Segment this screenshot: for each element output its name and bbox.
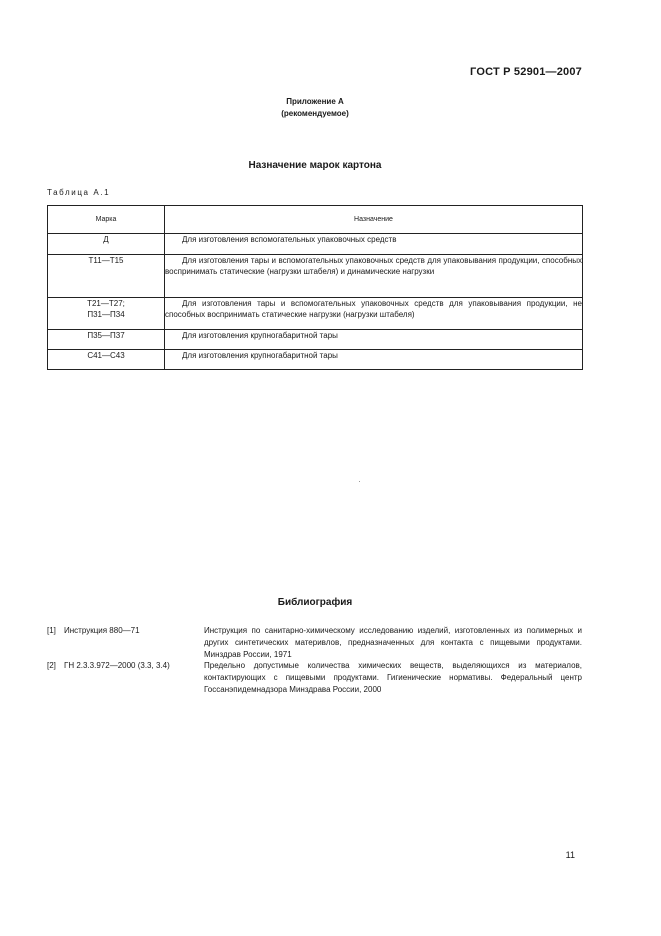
table-cell-purpose: Для изготовления тары и вспомогательных упаковочных средств для упаковывания продукции, не способных воспринимать статические нагрузки (нагрузки штабеля) xyxy=(165,298,583,330)
column-header-mark: Марка xyxy=(48,206,165,234)
table-cell-mark: Т11—Т15 xyxy=(48,255,165,298)
table-row xyxy=(48,298,583,330)
bibliography-title: Библиография xyxy=(277,597,353,608)
table-cell-mark: С41—С43 xyxy=(48,350,165,370)
bibliography-item-number: [1] xyxy=(47,626,56,635)
table-row xyxy=(48,330,583,350)
bibliography-item-source: Инструкция 880—71 xyxy=(64,626,140,635)
table-cell-purpose: Для изготовления крупногабаритной тары xyxy=(165,350,583,370)
table-cell-mark-text: Т21—Т27; П31—П34 xyxy=(87,299,125,319)
section-title: Назначение марок картона xyxy=(248,160,382,171)
marks-table xyxy=(47,205,583,370)
table-cell-purpose: Для изготовления тары и вспомогательных упаковочных средств для упаковывания продукции, способных воспринимать статические (нагрузки штабеля) и динамические нагрузки xyxy=(165,255,583,298)
bibliography-item-text: Инструкция по санитарно-химическому исследованию изделий, изготовленных из полимерных и других синтетических материвлов, предназначенных для контакта с пищевыми продуктами. Минздрав России, 1971 xyxy=(204,626,582,659)
table-cell-mark xyxy=(48,298,165,330)
table-header-row xyxy=(48,206,583,234)
table-cell-mark: Д xyxy=(48,234,165,255)
table-label: Таблица А.1 xyxy=(47,188,111,197)
page-number: 11 xyxy=(565,850,575,860)
table-row xyxy=(48,234,583,255)
column-header-purpose: Назначение xyxy=(165,206,583,234)
scan-speck xyxy=(359,481,360,482)
bibliography-item-number: [2] xyxy=(47,661,56,670)
appendix-title: Приложение А xyxy=(286,97,344,106)
table-row xyxy=(48,255,583,298)
table-cell-purpose: Для изготовления вспомогательных упаковочных средств xyxy=(165,234,583,255)
table-row xyxy=(48,350,583,370)
bibliography-item-source: ГН 2.3.3.972—2000 (3.3, 3.4) xyxy=(64,661,170,670)
table-cell-purpose: Для изготовления крупногабаритной тары xyxy=(165,330,583,350)
table-cell-mark: П35—П37 xyxy=(48,330,165,350)
bibliography-item-text: Предельно допустимые количества химических веществ, выделяющихся из материалов, контактирующих с пищевыми продуктами. Гигиенические нормативы. Федеральный центр Госсанэпидемнадзора Минздрава России, 2000 xyxy=(204,661,582,694)
appendix-status: (рекомендуемое) xyxy=(281,109,349,118)
document-code: ГОСТ Р 52901—2007 xyxy=(470,66,582,78)
